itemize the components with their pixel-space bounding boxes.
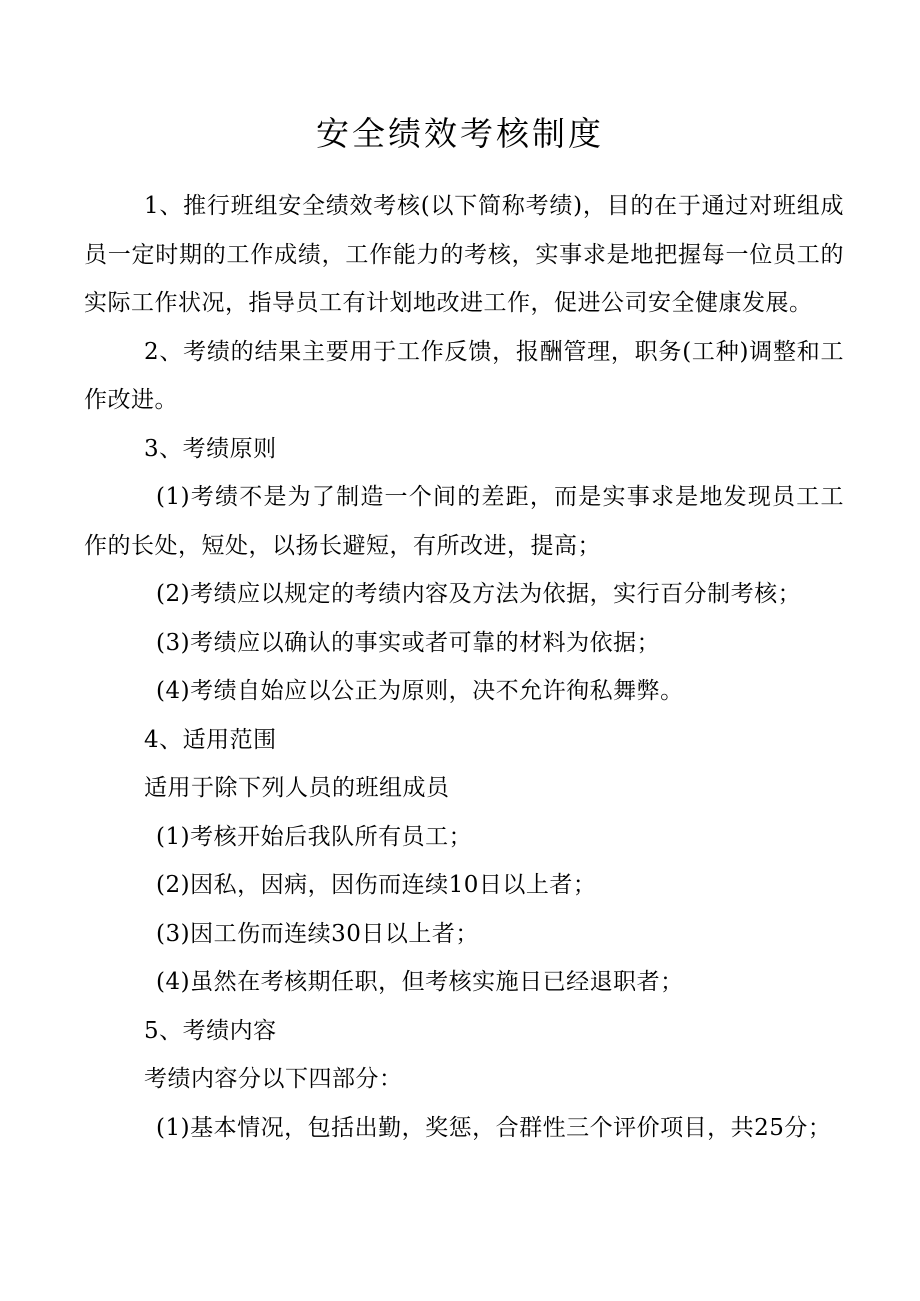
heading-scope: 4、适用范围 <box>144 726 277 753</box>
scope-intro: 适用于除下列人员的班组成员 <box>144 775 450 801</box>
principle-item-4: (4)考绩自始应以公正为原则，决不允许徇私舞弊。 <box>156 678 684 704</box>
heading-principles: 3、考绩原则 <box>144 435 277 462</box>
scope-item-3: (3)因工伤而连续30日以上者； <box>156 920 479 947</box>
scope-item-2: (2)因私，因病，因伤而连续10日以上者； <box>156 872 597 898</box>
principle-item-3: (3)考绩应以确认的事实或者可靠的材料为依据； <box>156 629 661 656</box>
principle-item-2: (2)考绩应以规定的考绩内容及方法为依据，实行百分制考核； <box>156 581 802 607</box>
scope-item-4: (4)虽然在考核期任职，但考核实施日已经退职者； <box>156 969 684 995</box>
heading-content: 5、考绩内容 <box>144 1017 277 1044</box>
document-title: 安全绩效考核制度 <box>316 114 604 153</box>
content-intro: 考绩内容分以下四部分： <box>144 1066 403 1092</box>
scope-item-1: (1)考核开始后我队所有员工； <box>156 823 473 850</box>
paragraph-purpose: 1、推行班组安全绩效考核(以下简称考绩)，目的在于通过对班组成员一定时期的工作成绩，工作能力的考核，实事求是地把握每一位员工的实际工作状况，指导员工有计划地改进工作，促进公司安全健康发展。 <box>84 193 844 316</box>
content-item-1: (1)基本情况，包括出勤，奖惩，合群性三个评价项目，共25分； <box>156 1114 832 1141</box>
principle-item-1: (1)考绩不是为了制造一个间的差距，而是实事求是地发现员工工作的长处，短处，以扬长避短，有所改进，提高； <box>84 484 844 559</box>
paragraph-usage: 2、考绩的结果主要用于工作反馈，报酬管理，职务(工种)调整和工作改进。 <box>84 338 844 413</box>
document-body <box>84 182 844 1152</box>
